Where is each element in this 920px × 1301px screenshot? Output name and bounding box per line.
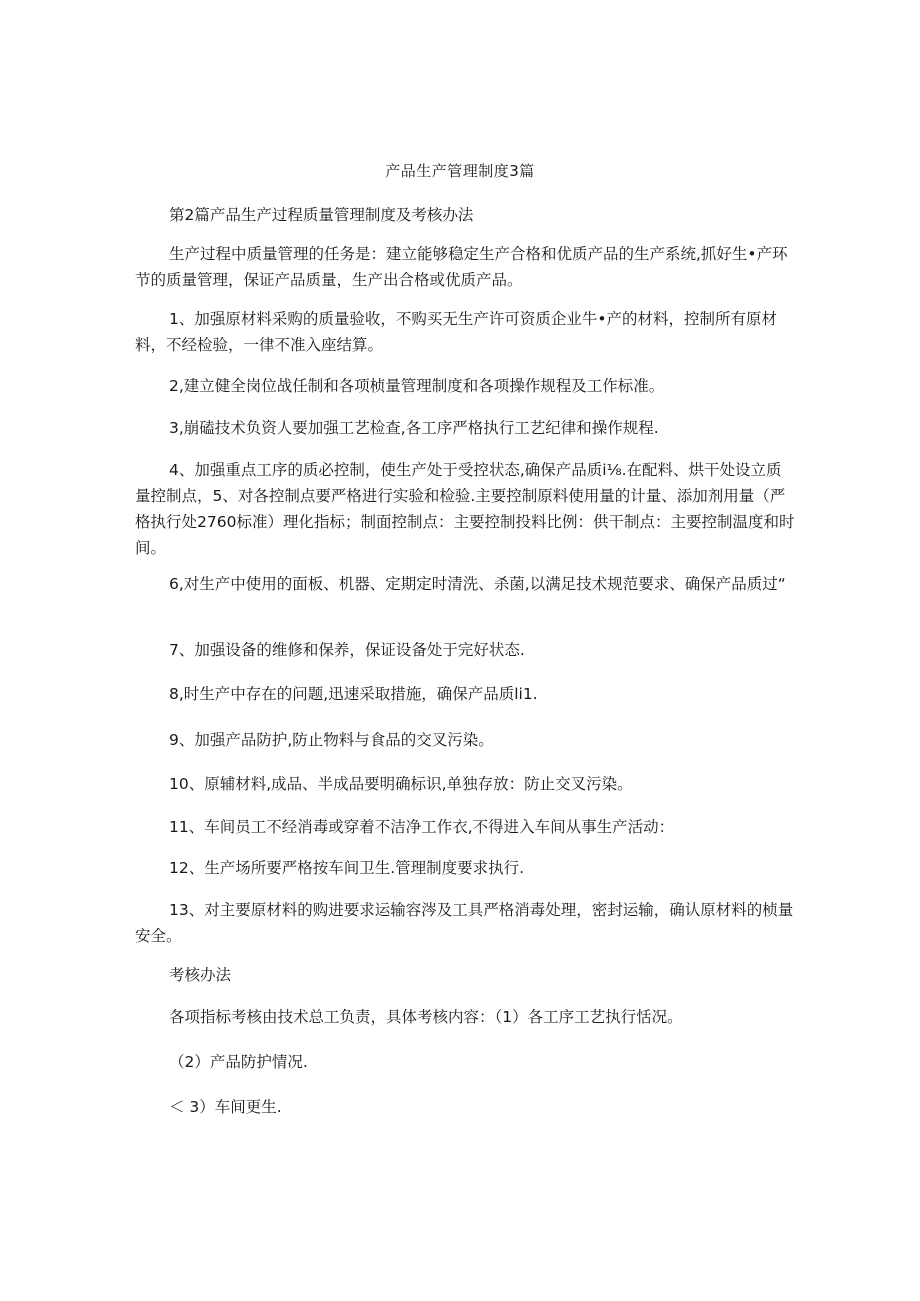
assessment-heading: 考核办法 (169, 966, 232, 984)
assessment-item-1: 各项指标考核由技术总工负责，具体考核内容：（1）各工序工艺执行恬况。 (169, 1008, 683, 1026)
paragraph-item-11: 11、车间员工不经消毒或穿着不洁净工作衣,不得进入车间从事生产活动： (169, 818, 675, 836)
paragraph-item-6: 6,对生产中使用的面板、机器、定期定时清洗、杀菌,以满足技术规范要求、确保产品质过“ (169, 575, 786, 593)
assessment-item-2: （2）产品防护情况. (169, 1053, 308, 1071)
paragraph-item-4: 4、加强重点工序的质必控制，使生产处于受控状态,确保产品质i⅛.在配料、烘干处设立质量控制点，5、对各控制点要严格进行实验和检验.主要控制原料使用量的计量、添加剂用量（严格执行处2760标准）理化指标；制面控制点：主要控制投料比例：供干制点：主要控制温度和时间。 (135, 461, 795, 557)
assessment-item-3: ＜ 3）车间更生. (169, 1098, 282, 1116)
section-heading: 第2篇产品生产过程质量管理制度及考核办法 (169, 206, 474, 224)
paragraph-item-7: 7、加强设备的维修和保养，保证设备处于完好状态. (169, 641, 525, 659)
paragraph-item-3: 3,崩磕技术负资人要加强工艺检查,各工序严格执行工艺纪律和操作规程. (169, 419, 659, 437)
paragraph-intro: 生产过程中质量管理的任务是：建立能够稳定生产合格和优质产品的生产系统,抓好生•产环节的质量管理，保证产品质量，生产出合格或优质产品。 (135, 245, 788, 289)
document-title: 产品生产管理制度3篇 (385, 162, 535, 180)
paragraph-item-13: 13、对主要原材料的购进要求运输容涔及工具严格消毒处理，密封运输，确认原材料的桢量安全。 (135, 901, 794, 945)
paragraph-item-1: 1、加强原材料采购的质量验收，不购买无生产许可资质企业牛•产的材料，控制所有原材料，不经检验，一律不准入座结算。 (135, 310, 778, 354)
paragraph-item-9: 9、加强产品防护,防止物料与食品的交叉污染。 (169, 731, 494, 749)
paragraph-item-12: 12、生产场所要严格按车间卫生.管理制度要求执行. (169, 859, 525, 877)
paragraph-item-10: 10、原辅材料,成品、半成品要明确标识,单独存放：防止交叉污染。 (169, 775, 633, 793)
paragraph-item-8: 8,时生产中存在的问题,迅速采取措施，确保产品质li1. (169, 685, 538, 703)
paragraph-item-2: 2,建立健全岗位战任制和各项桢量管理制度和各项操作规程及工作标准。 (169, 377, 665, 395)
